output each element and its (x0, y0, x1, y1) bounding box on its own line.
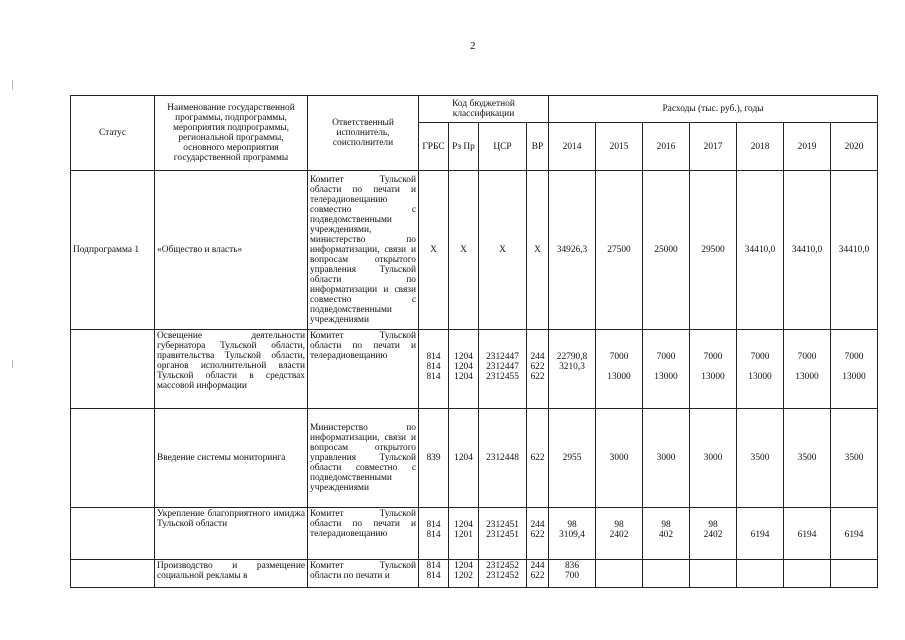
code-value: 814 (426, 571, 441, 581)
row-status: Подпрограмма 1 (71, 171, 155, 330)
header-expenses-group: Расходы (тыс. руб.), годы (549, 96, 878, 123)
row-vr (527, 508, 549, 560)
code-value: 1204 (454, 362, 473, 372)
row-y2015: 27500 (596, 171, 643, 330)
amount-value: 13000 (795, 372, 819, 382)
header-year: 2014 (549, 123, 596, 171)
amount-value: 7000 (797, 352, 817, 362)
scan-mark (12, 80, 13, 90)
row-y2019: 34410,0 (784, 171, 831, 330)
row-y2019: 3500 (784, 409, 831, 508)
row-y2014: 34926,3 (549, 171, 596, 330)
row-responsible: Комитет Тульской области по печати и телерадиовещанию совместно с подведомственными учреждениями, министерство по информатизации, связи и вопросам открытого управления Тульской области по информатизации и связи совместно с подведомственными учреждениями (308, 171, 419, 330)
row-y2016: 25000 (643, 171, 690, 330)
row-y2016 (643, 508, 690, 560)
header-code-rzpr: Рз Пр (449, 123, 479, 171)
header-year: 2016 (643, 123, 690, 171)
row-rzpr (449, 508, 479, 560)
amount-value: 2402 (703, 530, 723, 540)
amount-value: 22790,8 (556, 352, 588, 362)
header-code-vr: ВР (527, 123, 549, 171)
row-csr (479, 508, 527, 560)
row-y2020 (831, 508, 878, 560)
amount-value: 3210,3 (559, 362, 585, 372)
code-value: 814 (426, 561, 441, 571)
row-vr (527, 560, 549, 588)
row-y2016 (643, 560, 690, 588)
table-row (71, 171, 878, 330)
code-value: 244 (530, 561, 545, 571)
code-value: 244 (530, 352, 545, 362)
row-status (71, 409, 155, 508)
amount-value: 6194 (844, 530, 864, 540)
row-name: Освещение деятельности губернатора Тульской области, правительства Тульской области, органов исполнительной власти Тульской области в средствах массовой информации (155, 330, 308, 409)
amount-value: 13000 (654, 372, 678, 382)
header-year: 2018 (737, 123, 784, 171)
code-value: 1204 (454, 352, 473, 362)
code-value: 1204 (454, 561, 473, 571)
row-vr: 622 (527, 409, 549, 508)
row-y2015: 3000 (596, 409, 643, 508)
row-name: «Общество и власть» (155, 171, 308, 330)
row-status (71, 330, 155, 409)
code-value: 1201 (454, 530, 473, 540)
row-responsible: Комитет Тульской области по печати и телерадиовещанию (308, 508, 419, 560)
code-value: 814 (426, 372, 441, 382)
row-status (71, 508, 155, 560)
amount-value: 7000 (703, 352, 723, 362)
row-responsible: Комитет Тульской области по печати и (308, 560, 419, 588)
code-value: 622 (530, 362, 545, 372)
code-value: 1204 (454, 372, 473, 382)
row-y2014 (549, 330, 596, 409)
row-csr (479, 560, 527, 588)
amount-value: 836 (564, 561, 580, 571)
header-year: 2017 (690, 123, 737, 171)
amount-value: 98 (661, 520, 671, 530)
amount-value: 98 (708, 520, 718, 530)
code-value: 1204 (454, 520, 473, 530)
code-value: 244 (530, 520, 545, 530)
row-y2014: 2955 (549, 409, 596, 508)
amount-value: 402 (658, 530, 674, 540)
row-vr (527, 330, 549, 409)
code-value: 2312455 (486, 372, 519, 382)
row-vr: X (527, 171, 549, 330)
code-value: 814 (426, 352, 441, 362)
amount-value: 700 (564, 571, 580, 581)
code-value: 622 (530, 530, 545, 540)
row-y2020 (831, 330, 878, 409)
code-value: 814 (426, 520, 441, 530)
scan-mark (12, 360, 13, 368)
amount-value: 7000 (656, 352, 676, 362)
code-value: 2312447 (486, 362, 519, 372)
row-grbs (419, 330, 449, 409)
row-name: Укрепление благоприятного имиджа Тульской области (155, 508, 308, 560)
amount-value: 7000 (609, 352, 629, 362)
row-y2017 (690, 560, 737, 588)
code-value: 814 (426, 362, 441, 372)
row-y2020: 3500 (831, 409, 878, 508)
row-grbs (419, 560, 449, 588)
row-csr (479, 330, 527, 409)
amount-value: 7000 (750, 352, 770, 362)
code-value: 2312447 (486, 352, 519, 362)
row-y2020: 34410,0 (831, 171, 878, 330)
amount-value: 13000 (607, 372, 631, 382)
row-y2015 (596, 560, 643, 588)
code-value: 2312451 (486, 530, 519, 540)
row-y2018 (737, 508, 784, 560)
row-y2018 (737, 560, 784, 588)
header-code-grbs: ГРБС (419, 123, 449, 171)
row-y2015 (596, 330, 643, 409)
table-row (71, 508, 878, 560)
row-y2020 (831, 560, 878, 588)
row-name: Производство и размещение социальной рекламы в (155, 560, 308, 588)
header-year: 2020 (831, 123, 878, 171)
amount-value: 7000 (844, 352, 864, 362)
amount-value: 6194 (750, 530, 770, 540)
code-value: 2312451 (486, 520, 519, 530)
row-name: Введение системы мониторинга (155, 409, 308, 508)
page-number: 2 (470, 40, 476, 52)
amount-value: 13000 (701, 372, 725, 382)
row-grbs (419, 508, 449, 560)
header-code-csr: ЦСР (479, 123, 527, 171)
header-code-group: Код бюджетной классификации (419, 96, 549, 123)
row-y2017 (690, 508, 737, 560)
budget-table (70, 95, 878, 588)
row-y2014 (549, 508, 596, 560)
table-row (71, 330, 878, 409)
header-row-1 (71, 96, 878, 123)
header-responsible: Ответственный исполнитель, соисполнители (308, 96, 419, 171)
row-rzpr: 1204 (449, 409, 479, 508)
row-y2017 (690, 330, 737, 409)
code-value: 622 (530, 372, 545, 382)
code-value: 2312452 (486, 571, 519, 581)
row-rzpr (449, 560, 479, 588)
header-status: Статус (71, 96, 155, 171)
row-y2015 (596, 508, 643, 560)
row-y2016 (643, 330, 690, 409)
table-row (71, 409, 878, 508)
row-y2019 (784, 508, 831, 560)
table-row (71, 560, 878, 588)
row-y2017: 29500 (690, 171, 737, 330)
header-name: Наименование государственной программы, подпрограммы, мероприятия подпрограммы, региональной программы, основного мероприятия государственной программы (155, 96, 308, 171)
amount-value: 2402 (609, 530, 629, 540)
amount-value: 6194 (797, 530, 817, 540)
row-responsible: Комитет Тульской области по печати и телерадиовещанию (308, 330, 419, 409)
row-y2016: 3000 (643, 409, 690, 508)
code-value: 814 (426, 530, 441, 540)
row-y2018 (737, 330, 784, 409)
row-responsible: Министерство по информатизации, связи и вопросам открытого управления Тульской области совместно с подведомственными учреждениями (308, 409, 419, 508)
row-y2019 (784, 330, 831, 409)
row-y2017: 3000 (690, 409, 737, 508)
row-csr: X (479, 171, 527, 330)
row-y2014 (549, 560, 596, 588)
amount-value: 98 (567, 520, 577, 530)
row-grbs: X (419, 171, 449, 330)
row-grbs: 839 (419, 409, 449, 508)
row-csr: 2312448 (479, 409, 527, 508)
code-value: 1202 (454, 571, 473, 581)
amount-value: 3109,4 (559, 530, 585, 540)
code-value: 622 (530, 571, 545, 581)
amount-value: 13000 (748, 372, 772, 382)
row-y2019 (784, 560, 831, 588)
code-value: 2312452 (486, 561, 519, 571)
amount-value: 98 (614, 520, 624, 530)
row-y2018: 3500 (737, 409, 784, 508)
row-status (71, 560, 155, 588)
amount-value: 13000 (842, 372, 866, 382)
header-year: 2015 (596, 123, 643, 171)
row-y2018: 34410,0 (737, 171, 784, 330)
row-rzpr (449, 330, 479, 409)
row-rzpr: X (449, 171, 479, 330)
header-year: 2019 (784, 123, 831, 171)
